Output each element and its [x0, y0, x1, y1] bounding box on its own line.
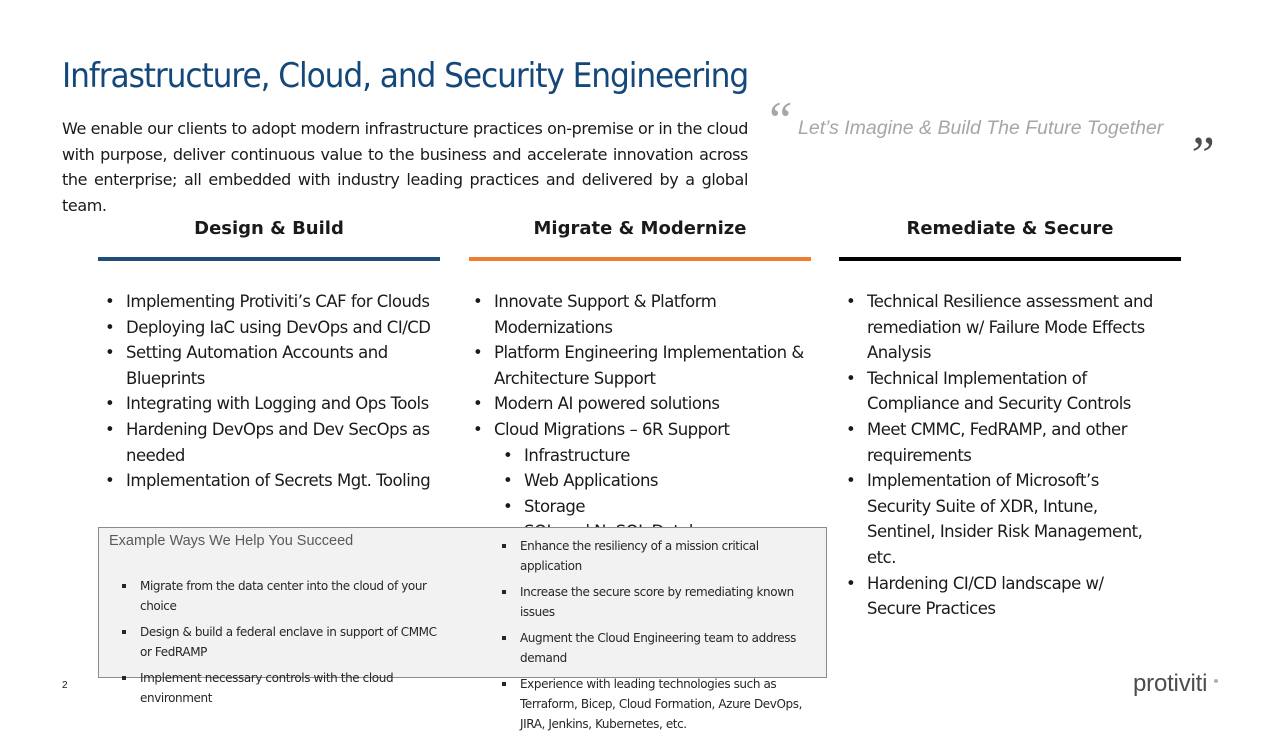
- column-accent-bar-migrate-modernize: [469, 257, 811, 261]
- example-item: Increase the secure score by remediating known issues: [489, 582, 819, 622]
- list-item: • Integrating with Logging and Ops Tools: [98, 391, 438, 417]
- list-item: • Platform Engineering Implementation & Architecture Support: [466, 340, 826, 391]
- column-list-remediate-secure: [839, 289, 1159, 622]
- list-item: • Hardening CI/CD landscape w/ Secure Practices: [839, 571, 1159, 622]
- examples-title: Example Ways We Help You Succeed: [109, 533, 354, 549]
- list-item: • Modern AI powered solutions: [466, 391, 826, 417]
- column-list-design-build: [98, 289, 438, 494]
- list-item: • Deploying IaC using DevOps and CI/CD: [98, 315, 438, 341]
- tagline-quote: Let’s Imagine & Build The Future Together: [798, 117, 1164, 139]
- column-accent-bar-remediate-secure: [839, 257, 1181, 261]
- logo-registered-dot: [1214, 679, 1218, 683]
- list-item: • Technical Resilience assessment and remediation w/ Failure Mode Effects Analysis: [839, 289, 1159, 366]
- list-item: • Hardening DevOps and Dev SecOps as needed: [98, 417, 438, 468]
- examples-list-left: [109, 576, 445, 714]
- list-item: • Implementing Protiviti’s CAF for Clouds: [98, 289, 438, 315]
- list-item: • Implementation of Secrets Mgt. Tooling: [98, 468, 438, 494]
- protiviti-logo: protiviti: [1133, 670, 1208, 697]
- example-item: Implement necessary controls with the cloud environment: [109, 668, 445, 708]
- example-item: Enhance the resiliency of a mission critical application: [489, 536, 819, 576]
- column-list-migrate-modernize: [466, 289, 826, 545]
- examples-box: [98, 527, 827, 731]
- sub-list-item: • Web Applications: [466, 468, 826, 494]
- intro-paragraph: We enable our clients to adopt modern infrastructure practices on-premise or in the cloud with purpose, deliver continuous value to the business and accelerate innovation across the enterprise; all embedded with industry leading practices and delivered by a global team.: [62, 119, 748, 215]
- column-heading-design-build: Design & Build: [194, 218, 344, 239]
- sub-list-item: • Infrastructure: [466, 443, 826, 469]
- list-item: • Setting Automation Accounts and Blueprints: [98, 340, 438, 391]
- quote-open-mark: “: [764, 92, 793, 149]
- page-number: 2: [62, 680, 68, 691]
- list-item: • Cloud Migrations – 6R Support: [466, 417, 826, 443]
- example-item: Experience with leading technologies such as Terraform, Bicep, Cloud Formation, Azure DevOps, JIRA, Jenkins, Kubernetes, etc.: [489, 674, 819, 734]
- example-item: Design & build a federal enclave in support of CMMC or FedRAMP: [109, 622, 445, 662]
- sub-list-item: • Storage: [466, 494, 826, 520]
- list-item: • Innovate Support & Platform Modernizations: [466, 289, 826, 340]
- column-heading-remediate-secure: Remediate & Secure: [906, 218, 1114, 239]
- list-item: • Implementation of Microsoft’s Security Suite of XDR, Intune, Sentinel, Insider Risk Management, etc.: [839, 468, 1159, 570]
- column-accent-bar-design-build: [98, 257, 440, 261]
- column-heading-migrate-modernize: Migrate & Modernize: [533, 218, 747, 239]
- list-item: • Meet CMMC, FedRAMP, and other requirements: [839, 417, 1159, 468]
- example-item: Augment the Cloud Engineering team to address demand: [489, 628, 819, 668]
- example-item: Migrate from the data center into the cloud of your choice: [109, 576, 445, 616]
- list-item: • Technical Implementation of Compliance and Security Controls: [839, 366, 1159, 417]
- page-title: Infrastructure, Cloud, and Security Engineering: [62, 56, 749, 96]
- quote-close-mark: ”: [1186, 127, 1215, 184]
- examples-list-right: [489, 536, 819, 740]
